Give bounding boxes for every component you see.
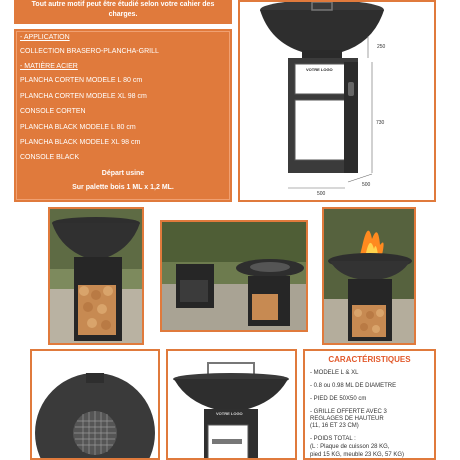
spec-panel: [14, 29, 232, 202]
product-photo-3: [322, 207, 416, 345]
features-title: CARACTÉRISTIQUES: [328, 355, 411, 364]
material-item: PLANCHA CORTEN MODELE L 80 cm: [20, 77, 143, 84]
front-view-drawing: [166, 349, 297, 460]
product-photo-1: [48, 207, 144, 345]
features-panel: [303, 349, 436, 460]
dimension-top: 250: [377, 44, 386, 50]
material-item: CONSOLE CORTEN: [20, 108, 86, 115]
feature-item: - GRILLE OFFERTE AVEC 3: [310, 409, 387, 415]
dimension-depth: 500: [362, 182, 371, 188]
top-note-banner: [14, 0, 232, 24]
feature-item: pied 15 KG, meuble 23 KG, 57 KG): [310, 452, 405, 458]
top-note-line2: charges.: [108, 11, 138, 18]
material-item: CONSOLE BLACK: [20, 154, 80, 161]
application-heading: - APPLICATION: [20, 34, 70, 41]
feature-item: - MODELE L & XL: [310, 370, 359, 376]
top-note-line1: Tout autre motif peut être étudié selon votre cahier des: [31, 1, 215, 8]
dimension-width: 500: [317, 191, 326, 197]
application-item: COLLECTION BRASERO-PLANCHA-GRILL: [20, 48, 159, 55]
material-item: PLANCHA CORTEN MODELE XL 98 cm: [20, 93, 147, 100]
material-item: PLANCHA BLACK MODELE L 80 cm: [20, 124, 136, 131]
product-photo-2: [160, 220, 308, 332]
bottom-drawing-logo: VOTRE LOGO: [216, 411, 243, 416]
materials-heading: - MATIÈRE ACIER: [20, 63, 78, 70]
top-view-drawing: [30, 349, 160, 460]
feature-item: (L : Plaque de cuisson 28 KG,: [310, 444, 390, 450]
material-item: PLANCHA BLACK MODELE XL 98 cm: [20, 139, 141, 146]
shipping-line1: Départ usine: [101, 170, 145, 177]
feature-item: - POIDS TOTAL :: [310, 436, 356, 442]
feature-item: REGLAGES DE HAUTEUR: [310, 416, 384, 422]
shipping-line2: Sur palette bois 1 ML x 1,2 ML.: [72, 184, 174, 191]
brasero-drawing: [240, 2, 434, 200]
feature-item: - PIED DE 50X50 cm: [310, 396, 367, 402]
dimension-height: 730: [376, 120, 385, 126]
technical-drawing: [238, 0, 436, 202]
feature-item: - 0.8 ou 0.98 ML DE DIAMETRE: [310, 383, 397, 389]
drawing-logo: VOTRE LOGO: [306, 67, 333, 72]
feature-item: (11, 16 ET 23 CM): [310, 423, 359, 429]
